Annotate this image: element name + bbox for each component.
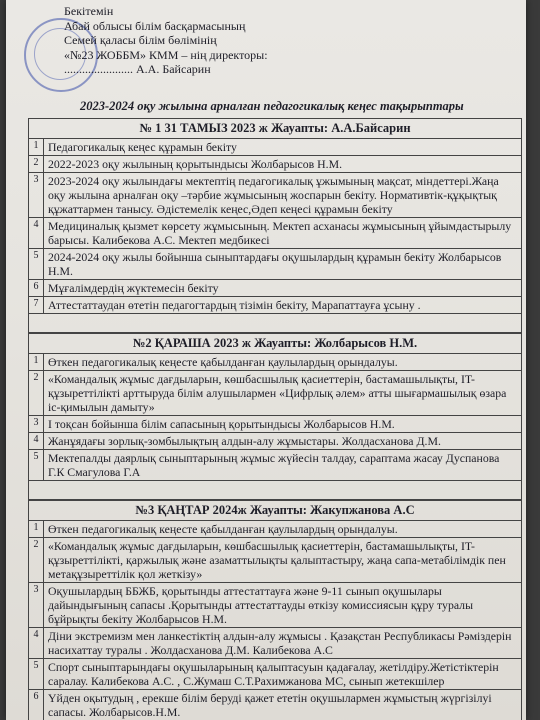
table-row [29, 416, 521, 433]
row-number: 5 [29, 249, 44, 279]
row-number: 4 [29, 433, 44, 449]
approval-line: Абай облысы білім басқармасының [64, 18, 246, 33]
approval-line: «№23 ЖОББМ» КММ – нің директоры: [64, 47, 268, 62]
row-number: 6 [29, 280, 44, 296]
table-row [29, 139, 521, 156]
approval-block [64, 4, 268, 77]
row-text: Өткен педагогикалық кеңесте қабылданған қаулылардың орындалуы. [48, 355, 398, 369]
section-spacer [29, 314, 521, 333]
row-number: 7 [29, 297, 44, 313]
row-text: Мұғалімдердің жүктемесін бекіту [48, 281, 219, 295]
row-text: Педагогикалық кеңес құрамын бекіту [48, 140, 237, 154]
table-row [29, 156, 521, 173]
table-row [29, 249, 521, 280]
row-text: Аттестаттаудан өтетін педагогтардың тізімін бекіту, Марапаттауға ұсыну . [48, 298, 421, 312]
row-number: 1 [29, 521, 44, 537]
approval-line: ....................... А.А. Байсарин [64, 62, 211, 76]
row-text: Спорт сыныптарындағы оқушыларының қалыптасуын қадағалау, жетілдіру.Жетістіктерін саралау. Калибекова А.С. , С.Жумаш С.Т.Рахимжанова МС, сынып жетекшілер [48, 660, 499, 688]
row-number: 6 [29, 690, 44, 720]
section-header: №3 ҚАҢТАР 2024ж Жауапты: Жакупжанова А.С [29, 500, 521, 521]
row-text: «Командалық жұмыс дағдыларын, көшбасшылық қасиеттерін, бастамашылықты, IT-құзыреттілікті арттыруда білім алушылармен «Цифрлық әлем» атты шығармашылық өзара іс-қимылын дамыту» [48, 372, 507, 414]
row-number: 1 [29, 139, 44, 155]
table-row [29, 433, 521, 450]
approval-line: Бекітемін [64, 4, 114, 18]
document-page [6, 0, 526, 720]
section-header: №2 ҚАРАША 2023 ж Жауапты: Жолбарысов Н.М. [29, 333, 521, 354]
table-row [29, 521, 521, 538]
row-text: Жанұядағы зорлық-зомбылықтың алдын-алу жұмыстары. Жолдасханова Д.М. [48, 434, 441, 448]
row-text: I тоқсан бойынша білім сапасының қорытындысы Жолбарысов Н.М. [48, 417, 395, 431]
section-header: № 1 31 ТАМЫЗ 2023 ж Жауапты: А.А.Байсарин [29, 118, 521, 139]
row-text: Өткен педагогикалық кеңесте қабылданған қаулылардың орындалуы. [48, 522, 398, 536]
row-number: 5 [29, 450, 44, 480]
row-number: 2 [29, 538, 44, 582]
table-row [29, 218, 521, 249]
council-topics-table [28, 118, 522, 720]
table-row [29, 583, 521, 628]
table-row [29, 659, 521, 690]
row-text: Үйден оқытудың , ерекше білім беруді қажет ететін оқушылармен жұмыстың жүргізілуі сапасы. Жолбарысов.Н.М. [48, 691, 492, 719]
table-row [29, 297, 521, 314]
row-number: 4 [29, 218, 44, 248]
row-text: Мектепалды даярлық сыныптарының жұмыс жүйесін талдау, сараптама жасау Дуспанова Г.К Смагулова Г.А [48, 451, 500, 479]
row-text: 2024-2024 оқу жылы бойынша сыныптардағы оқушылардың құрамын бекіту Жолбарысов Н.М. [48, 250, 502, 278]
row-number: 2 [29, 371, 44, 415]
table-row [29, 371, 521, 416]
row-text: Медициналық қызмет көрсету жұмысының. Мектеп асханасы жұмысының ұйымдастырылу барысы. Калибекова А.С. Мектеп медбикесі [48, 219, 512, 247]
table-row [29, 690, 521, 720]
table-row [29, 354, 521, 371]
row-number: 3 [29, 583, 44, 627]
row-number: 5 [29, 659, 44, 689]
row-text: 2023-2024 оқу жылындағы мектептің педагогикалық ұжымының мақсат, міндеттері.Жаңа оқу жылына арналған оқу –тәрбие жұмысының жоспарын бекіту. Нормативтік-құқықтық құжаттармен танысу. Әдістемелік кеңес,Әдеп кеңесі құрамын бекіту [48, 174, 499, 216]
table-row [29, 280, 521, 297]
row-number: 1 [29, 354, 44, 370]
table-row [29, 628, 521, 659]
row-number: 4 [29, 628, 44, 658]
row-text: 2022-2023 оқу жылының қорытындысы Жолбарысов Н.М. [48, 157, 343, 171]
section-spacer [29, 481, 521, 500]
row-text: «Командалық жұмыс дағдыларын, көшбасшылық қасиеттерін, бастамашылықты, IT-құзыреттілікті, қаржылық және азаматтылықты қалыптастыру, жаңа сапа-метабілімдік пен метақұзыреттілік қол жеткізу» [48, 539, 506, 581]
row-number: 3 [29, 416, 44, 432]
row-text: Оқушылардың ББЖБ, қорытынды аттестаттауға және 9-11 сынып оқушылары дайындығының сапасы .Қорытынды аттестаттауды өткізу комиссиясын құру туралы бұйрықты бекіту Жолбарысов Н.М. [48, 584, 473, 626]
table-row [29, 450, 521, 481]
row-text: Діни экстремизм мен ланкестіктің алдын-алу жұмысы . Қазақстан Республикасы Рәміздерін насихаттау туралы . Жолдасханова Д.М. Калибекова А.С [48, 629, 512, 657]
table-row [29, 538, 521, 583]
row-number: 3 [29, 173, 44, 217]
document-title: 2023-2024 оқу жылына арналған педагогикалық кеңес тақырыптары [80, 99, 464, 113]
row-number: 2 [29, 156, 44, 172]
table-row [29, 173, 521, 218]
approval-line: Семей қаласы білім бөлімінің [64, 33, 217, 47]
